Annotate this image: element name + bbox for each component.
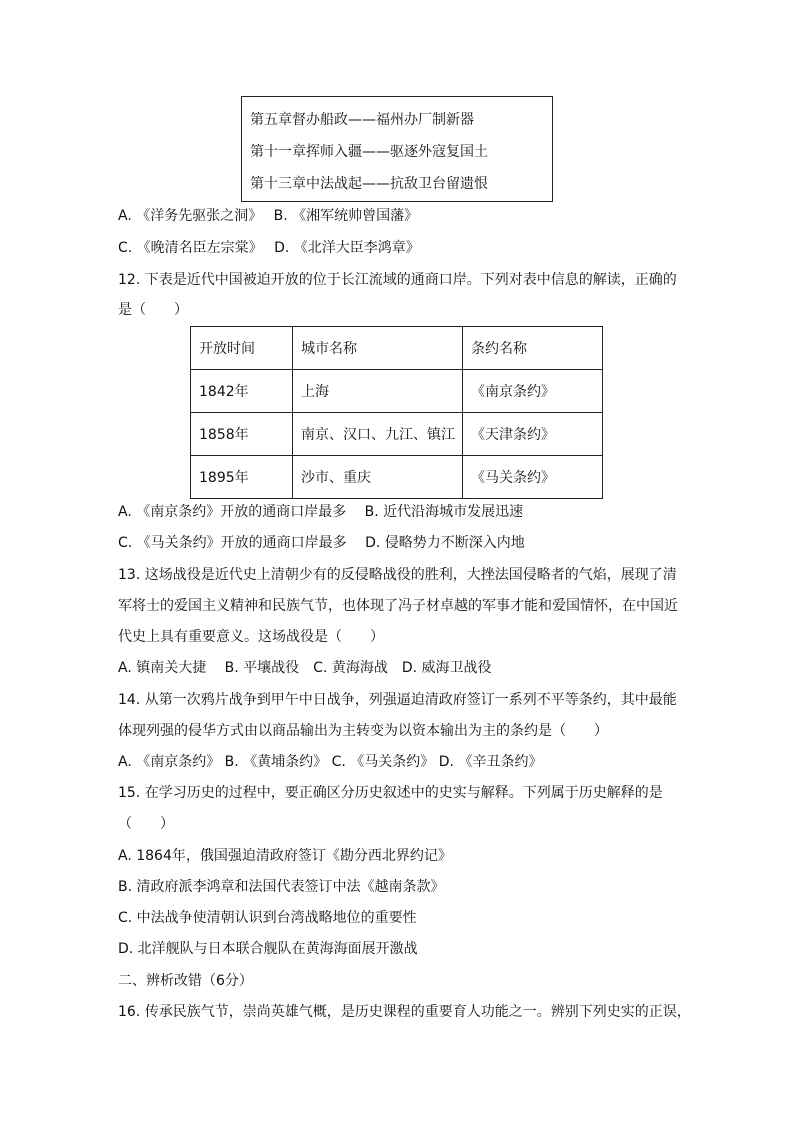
cell-city: 上海 <box>293 370 463 413</box>
header-treaty-name: 条约名称 <box>463 327 603 370</box>
q14-options: A. 《南京条约》 B. 《黄埔条约》 C. 《马关条约》 D. 《辛丑条约》 <box>118 754 543 770</box>
cell-year: 1858年 <box>191 413 293 456</box>
table-row <box>191 370 603 413</box>
table-row <box>191 413 603 456</box>
box-line-1: 第五章督办船政——福州办厂制新器 <box>250 112 474 128</box>
box-line-2: 第十一章挥师入疆——驱逐外寇复国土 <box>250 144 488 160</box>
q12-stem-cont: 是（ ） <box>118 302 188 318</box>
q15-option-a: A. 1864年，俄国强迫清政府签订《勘分西北界约记》 <box>118 848 452 864</box>
q15-option-b: B. 清政府派李鸿章和法国代表签订中法《越南条款》 <box>118 879 445 895</box>
cell-treaty: 《天津条约》 <box>463 413 603 456</box>
cell-city: 南京、汉口、九江、镇江 <box>293 413 463 456</box>
q14-stem-cont: 体现列强的侵华方式由以商品输出为主转变为以资本输出为主的条约是（ ） <box>118 723 608 739</box>
header-open-time: 开放时间 <box>191 327 293 370</box>
header-city-name: 城市名称 <box>293 327 463 370</box>
q12-option-ab: A. 《南京条约》开放的通商口岸最多 B. 近代沿海城市发展迅速 <box>118 504 524 520</box>
q12-option-cd: C. 《马关条约》开放的通商口岸最多 D. 侵略势力不断深入内地 <box>118 535 525 551</box>
box-line-3: 第十三章中法战起——抗敌卫台留遗恨 <box>250 176 488 192</box>
q13-stem-cont: 军将士的爱国主义精神和民族气节，也体现了冯子材卓越的军事才能和爱国情怀，在中国近 <box>118 598 678 614</box>
cell-year: 1895年 <box>191 456 293 499</box>
q15-stem: 15. 在学习历史的过程中，要正确区分历史叙述中的史实与解释。下列属于历史解释的是 <box>118 785 663 801</box>
cell-city: 沙市、重庆 <box>293 456 463 499</box>
q14-stem: 14. 从第一次鸦片战争到甲午中日战争，列强逼迫清政府签订一系列不平等条约，其中最能 <box>118 692 677 708</box>
q13-options: A. 镇南关大捷 B. 平壤战役 C. 黄海海战 D. 威海卫战役 <box>118 660 492 676</box>
treaty-ports-table <box>190 326 603 499</box>
table-header-row <box>191 327 603 370</box>
q15-stem-cont: （ ） <box>118 816 174 832</box>
q12-stem: 12. 下表是近代中国被迫开放的位于长江流域的通商口岸。下列对表中信息的解读，正确的 <box>118 272 677 288</box>
q11-option-ab: A. 《洋务先驱张之洞》 B. 《湘军统帅曾国藩》 <box>118 208 419 224</box>
section-heading: 二、辨析改错（6分） <box>118 973 253 989</box>
q11-option-cd: C. 《晚清名臣左宗棠》 D. 《北洋大臣李鸿章》 <box>118 240 420 256</box>
q16-stem: 16. 传承民族气节，崇尚英雄气概，是历史课程的重要育人功能之一。辨别下列史实的正误， <box>118 1004 691 1020</box>
book-contents-box <box>241 96 553 202</box>
cell-treaty: 《南京条约》 <box>463 370 603 413</box>
q15-option-c: C. 中法战争使清朝认识到台湾战略地位的重要性 <box>118 910 417 926</box>
cell-treaty: 《马关条约》 <box>463 456 603 499</box>
q13-stem-cont: 代史上具有重要意义。这场战役是（ ） <box>118 629 384 645</box>
cell-year: 1842年 <box>191 370 293 413</box>
table-row <box>191 456 603 499</box>
q15-option-d: D. 北洋舰队与日本联合舰队在黄海海面展开激战 <box>118 941 418 957</box>
q13-stem: 13. 这场战役是近代史上清朝少有的反侵略战役的胜利，大挫法国侵略者的气焰，展现了清 <box>118 567 677 583</box>
